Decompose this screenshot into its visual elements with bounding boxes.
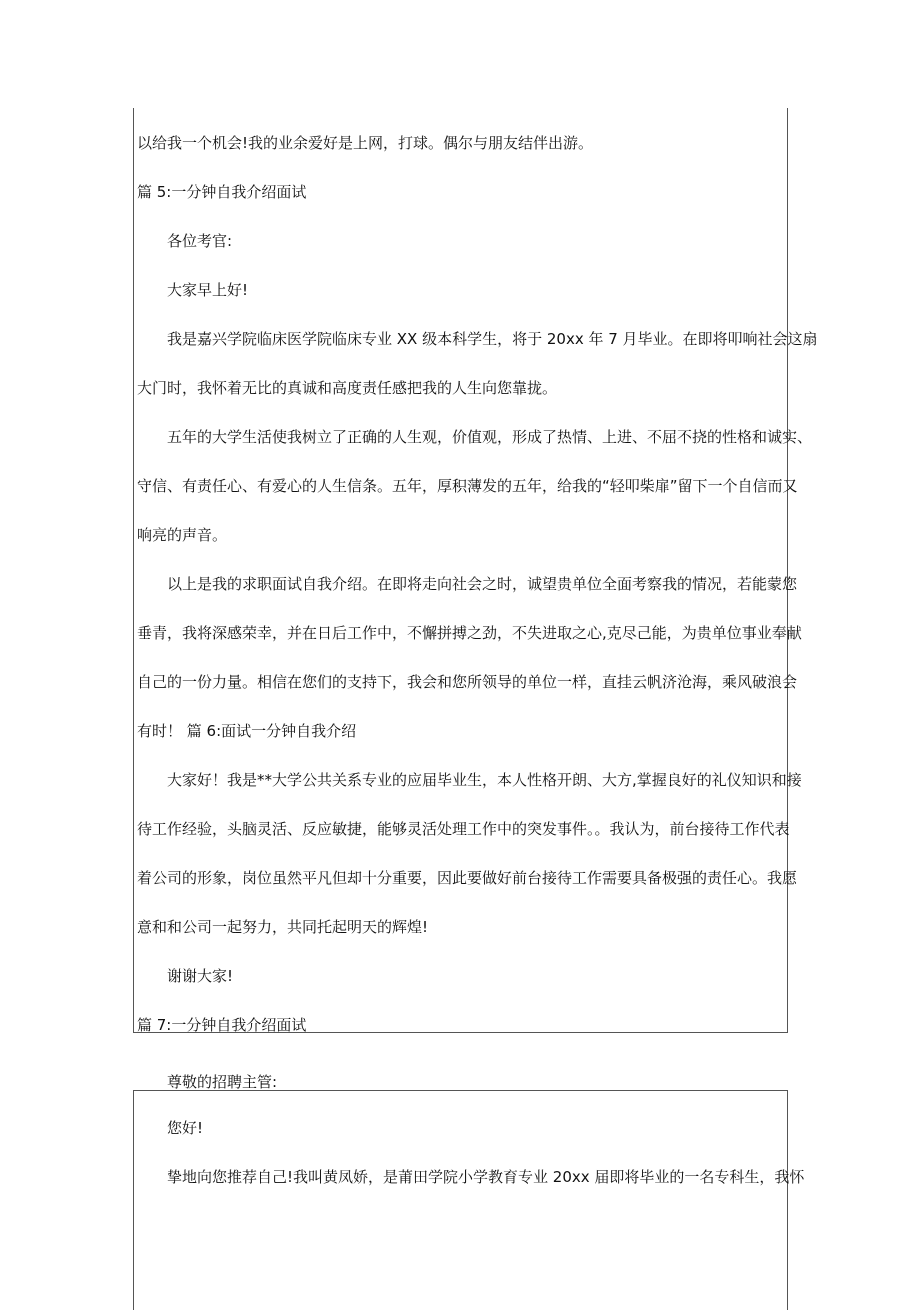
text-line: 我是嘉兴学院临床医学院临床专业 XX 级本科学生，将于 20xx 年 7 月毕业。在即将叩响社会这扇 bbox=[167, 330, 818, 348]
salutation: 各位考官: bbox=[167, 232, 233, 250]
text-line: 以上是我的求职面试自我介绍。在即将走向社会之时，诚望贵单位全面考察我的情况，若能蒙您 bbox=[167, 575, 798, 593]
closing-thanks: 谢谢大家! bbox=[167, 967, 234, 985]
text-line: 大家好！我是**大学公共关系专业的应届毕业生，本人性格开朗、大方,掌握良好的礼仪知识和接 bbox=[167, 771, 802, 789]
text-line: 待工作经验，头脑灵活、反应敏捷，能够灵活处理工作中的突发事件。。我认为，前台接待工作代表 bbox=[137, 820, 790, 838]
text-line: 垂青，我将深感荣幸，并在日后工作中，不懈拼搏之劲，不失进取之心,克尽己能，为贵单位事业奉献 bbox=[137, 624, 802, 642]
text-line: 自己的一份力量。相信在您们的支持下，我会和您所领导的单位一样，直挂云帆济沧海，乘风破浪会 bbox=[137, 673, 798, 691]
text-line: 挚地向您推荐自己!我叫黄凤娇，是莆田学院小学教育专业 20xx 届即将毕业的一名专科生，我怀 bbox=[167, 1168, 805, 1186]
salutation: 尊敬的招聘主管: bbox=[167, 1073, 278, 1091]
text-line: 守信、有责任心、有爱心的人生信条。五年，厚积薄发的五年，给我的“轻叩柴扉”留下一个自信而又 bbox=[137, 477, 798, 495]
section-heading-7: 篇 7:一分钟自我介绍面试 bbox=[137, 1016, 307, 1034]
text-line: 大门时，我怀着无比的真诚和高度责任感把我的人生向您靠拢。 bbox=[137, 379, 558, 397]
text-line: 以给我一个机会!我的业余爱好是上网，打球。偶尔与朋友结伴出游。 bbox=[137, 134, 594, 152]
text-line: 有时！ 篇 6:面试一分钟自我介绍 bbox=[137, 722, 357, 740]
greeting: 您好! bbox=[167, 1119, 204, 1137]
text-line: 意和和公司一起努力，共同托起明天的辉煌! bbox=[137, 918, 429, 936]
text-line: 响亮的声音。 bbox=[137, 526, 228, 544]
text-line: 五年的大学生活使我树立了正确的人生观，价值观，形成了热情、上进、不屈不挠的性格和诚实、 bbox=[167, 428, 813, 446]
greeting: 大家早上好! bbox=[167, 281, 249, 299]
section-heading-5: 篇 5:一分钟自我介绍面试 bbox=[137, 183, 307, 201]
text-line: 着公司的形象，岗位虽然平凡但却十分重要，因此要做好前台接待工作需要具备极强的责任心。我愿 bbox=[137, 869, 798, 887]
